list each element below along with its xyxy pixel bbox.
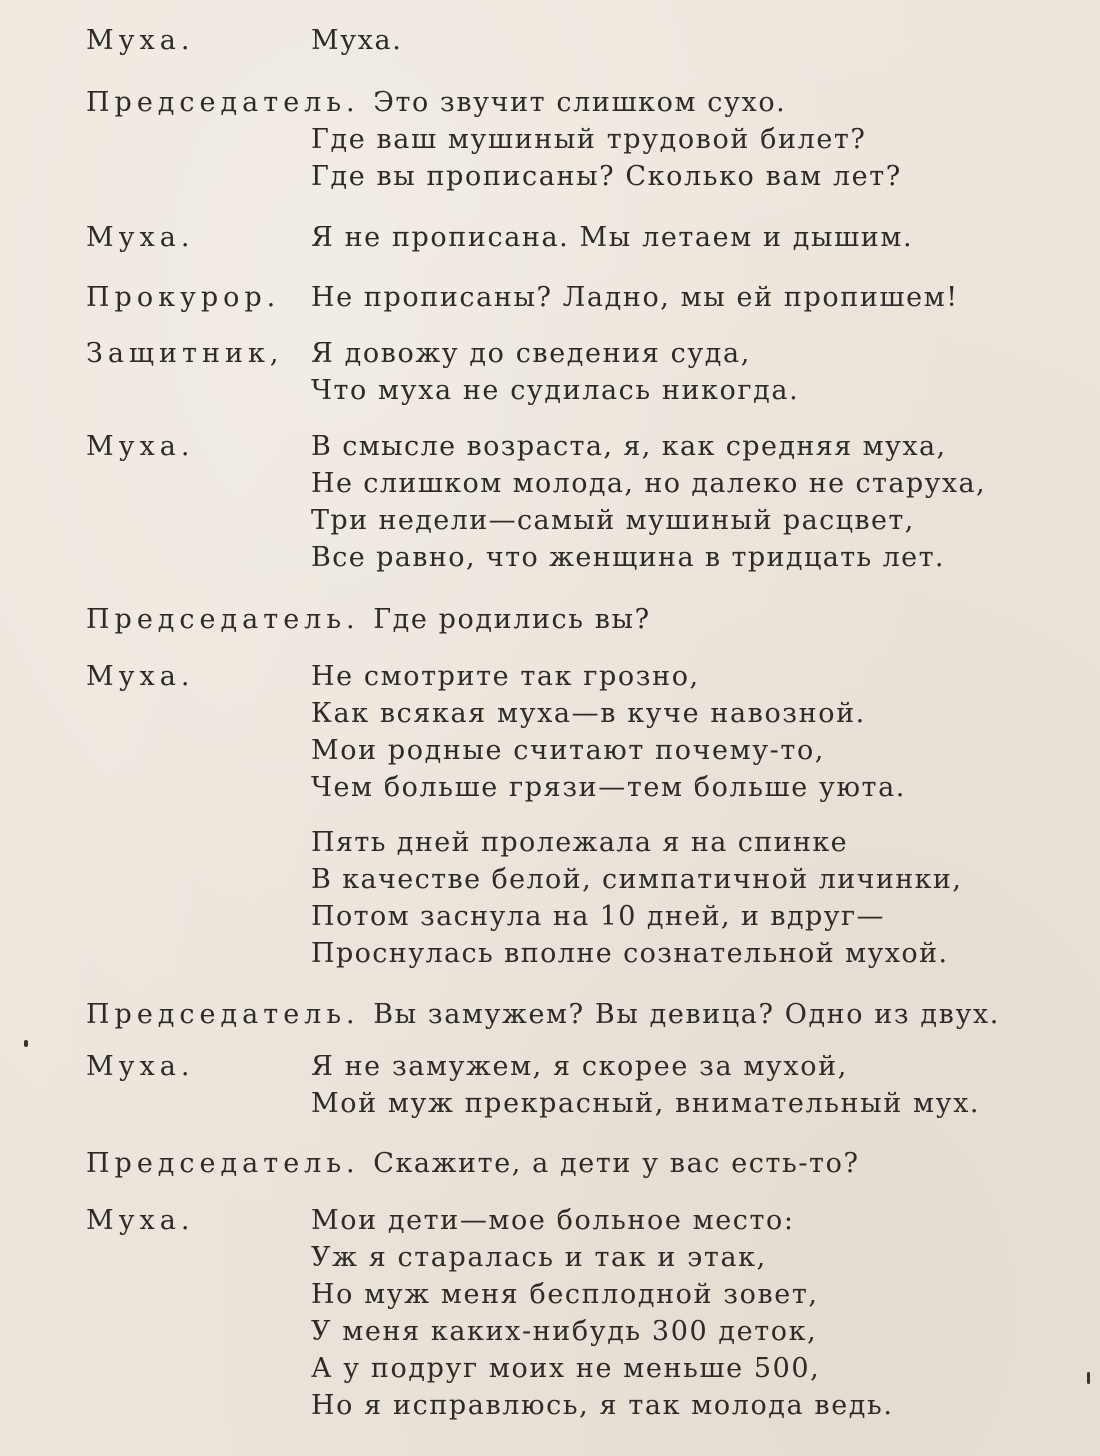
speaker-name: Председатель. xyxy=(86,999,374,1030)
speech-lines xyxy=(311,1048,980,1122)
speaker-name: Прокурор. xyxy=(86,282,281,313)
speech-line: Я не замужем, я скорее за мухой, xyxy=(311,1051,848,1082)
speaker-name: Председатель. xyxy=(86,87,374,118)
speech-line: Но муж меня бесплодной зовет, xyxy=(311,1279,819,1310)
speech-line: В качестве белой, симпатичной личинки, xyxy=(311,864,963,895)
paper-speck xyxy=(1087,1372,1090,1384)
speech-lines xyxy=(311,121,902,195)
speech-line: Но я исправлюсь, я так молода ведь. xyxy=(311,1390,894,1421)
speech-line: Вы замужем? Вы девица? Одно из двух. xyxy=(373,999,1000,1030)
speaker-name: Муха. xyxy=(86,25,195,56)
speech-line: Где ваш мушиный трудовой билет? xyxy=(311,124,867,155)
speech-line: Потом заснула на 10 дней, и вдруг— xyxy=(311,901,885,932)
speech-lines xyxy=(311,335,799,409)
speaker-name: Муха. xyxy=(86,431,195,462)
speech-line: Что муха не судилась никогда. xyxy=(311,375,800,406)
speech-lines xyxy=(311,219,913,256)
speech-line: Муха. xyxy=(311,25,403,56)
speech-line: Мои родные считают почему-то, xyxy=(311,735,825,766)
speech-line: Пять дней пролежала я на спинке xyxy=(311,827,849,858)
speech-line: Где родились вы? xyxy=(373,604,651,635)
speech-line: Чем больше грязи—тем больше уюта. xyxy=(311,772,906,803)
speaker-name: Муха. xyxy=(86,1205,195,1236)
speaker-name: Председатель. xyxy=(86,604,374,635)
speech-line: Не прописаны? Ладно, мы ей пропишем! xyxy=(311,282,959,313)
speech-line: Я не прописана. Мы летаем и дышим. xyxy=(311,222,914,253)
speech-line: Проснулась вполне сознательной мухой. xyxy=(311,938,949,969)
speaker-name: Защитник, xyxy=(86,338,284,369)
speaker-inline-row xyxy=(86,996,1000,1033)
speech-line: Все равно, что женщина в тридцать лет. xyxy=(311,542,945,573)
speech-lines xyxy=(311,22,402,59)
speech-line: Три недели—самый мушиный расцвет, xyxy=(311,505,915,536)
speech-line: Я довожу до сведения суда, xyxy=(311,338,751,369)
speech-line: Скажите, а дети у вас есть-то? xyxy=(373,1148,860,1179)
speaker-name: Муха. xyxy=(86,661,195,692)
paper-speck xyxy=(24,1040,28,1047)
speaker-name: Муха. xyxy=(86,1051,195,1082)
speech-lines xyxy=(311,279,959,316)
speaker-inline-row xyxy=(86,1145,860,1182)
speaker-name: Председатель. xyxy=(86,1148,374,1179)
speech-line: В смысле возраста, я, как средняя муха, xyxy=(311,431,947,462)
speaker-inline-row xyxy=(86,84,786,121)
speech-line: Уж я старалась и так и этак, xyxy=(311,1242,767,1273)
speech-line: Как всякая муха—в куче навозной. xyxy=(311,698,866,729)
speech-line: Не смотрите так грозно, xyxy=(311,661,700,692)
speech-lines xyxy=(311,824,962,972)
speech-line: Где вы прописаны? Сколько вам лет? xyxy=(311,161,902,192)
speaker-name: Муха. xyxy=(86,222,195,253)
speaker-inline-row xyxy=(86,601,651,638)
speech-line: Это звучит слишком сухо. xyxy=(373,87,787,118)
speech-lines xyxy=(311,428,986,576)
speech-line: Мой муж прекрасный, внимательный мух. xyxy=(311,1088,981,1119)
speech-lines xyxy=(311,1202,894,1424)
speech-line: Не слишком молода, но далеко не старуха, xyxy=(311,468,986,499)
speech-line: А у подруг моих не меньше 500, xyxy=(311,1353,821,1384)
speech-lines xyxy=(311,658,906,806)
speech-line: Мои дети—мое больное место: xyxy=(311,1205,795,1236)
speech-line: У меня каких-нибудь 300 деток, xyxy=(311,1316,818,1347)
